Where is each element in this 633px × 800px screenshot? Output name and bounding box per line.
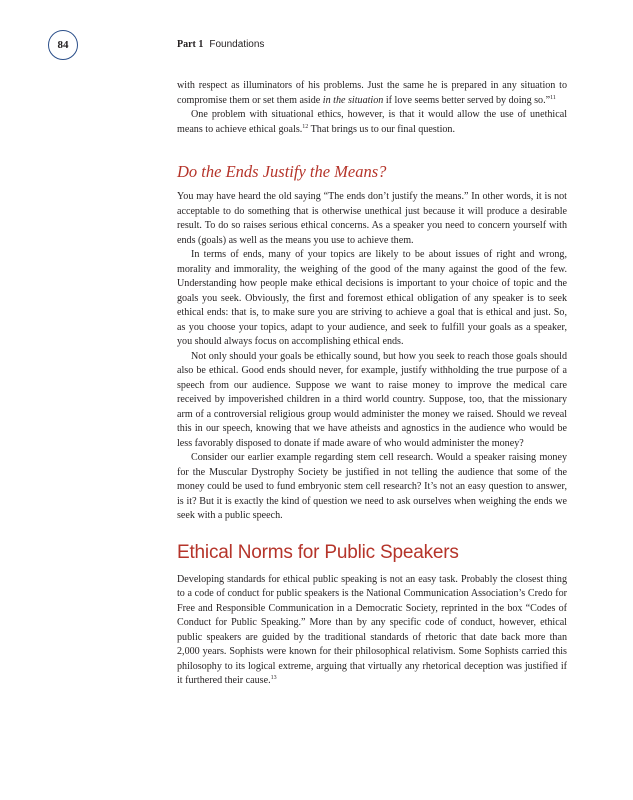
footnote-ref: 13 — [270, 675, 277, 681]
part-label: Part 1 — [177, 39, 204, 50]
paragraph-text: with respect as illuminators of his problems. Just the same he is prepared in any situation to compromise them or set them aside — [177, 80, 567, 106]
paragraph — [177, 573, 567, 689]
paragraph-continued — [177, 79, 567, 108]
page-number-badge — [48, 30, 78, 60]
paragraph — [177, 108, 567, 137]
footnote-ref: 11 — [550, 94, 556, 101]
paragraph-text: if love seems better served by doing so.” — [383, 94, 551, 106]
body-text — [177, 79, 567, 689]
section-heading-ends: Do the Ends Justify the Means? — [177, 162, 387, 181]
part-title: Foundations — [209, 39, 265, 50]
paragraph: Not only should your goals be ethically sound, but how you seek to reach those goals should also be ethical. Good ends should never, for example, justify withholding the true purpose of a speech from our audience. Suppose we want to raise money to improve the medical care received by impoverished children in a third world country. Suppose, too, that the missionary arm of a controversial religious group would administer the money we raised. Should we reveal this in our speech, knowing that we have atheists and agnostics in the audience who would be less favorably disposed to donate if made aware of who would administer the money? — [177, 350, 567, 449]
footnote-ref: 12 — [302, 123, 309, 130]
paragraph-text: Developing standards for ethical public speaking is not an easy task. Probably the closest thing to a code of conduct for public speakers is the National Communication Association’s Credo for Free and Responsible Communication in a Democratic Society, reprinted in the box “Codes of Conduct for Public Speaking.” More than by any specific code of conduct, however, ethical public speakers are guided by the traditional standards of rhetoric that date back more than 2,000 years. Sophists were known for their philosophical relativism. Some Sophists carried this philosophy to its logical extreme, arguing that virtually any rhetorical deception was justified if it furthered their cause. — [177, 573, 567, 686]
section-heading-norms: Ethical Norms for Public Speakers — [177, 541, 459, 563]
paragraph-text: One problem with situational ethics, however, is that it would allow the use of unethical means to achieve ethical goals. — [177, 109, 567, 135]
paragraph: In terms of ends, many of your topics are likely to be about issues of right and wrong, morality and immorality, the weighing of the good of the many against the good of the few. Understanding how people make ethical decisions is important to your choice of topic and the goals you seek. Obviously, the first and foremost ethical obligation of any speaker is to seek ethical ends: that is, to make sure you are striving to achieve a goal that is ethical and just. So, as you choose your topics, adapt to your audience, and seek to fulfill your goals as a speaker, you should always focus on accomplishing ethical ends. — [177, 249, 567, 347]
page-number: 84 — [57, 39, 69, 51]
paragraph: You may have heard the old saying “The ends don’t justify the means.” In other words, it is not acceptable to do something that is otherwise unethical just because it will produce a desirable result. To do so raises serious ethical concerns. As a speaker you need to concern yourself with ends (goals) as well as the means you use to achieve them. — [177, 191, 567, 246]
paragraph-text: That brings us to our final question. — [308, 123, 456, 135]
paragraph: Consider our earlier example regarding stem cell research. Would a speaker raising money for the Muscular Dystrophy Society be justified in not telling the audience that some of the money could be used to fund embryonic stem cell research? It’s not an easy question to answer, is it? But it is exactly the kind of question we need to ask ourselves when weighing the ends we seek with a public speech. — [177, 452, 567, 521]
emphasis-text: in the situation — [322, 94, 384, 106]
running-head — [177, 39, 264, 51]
